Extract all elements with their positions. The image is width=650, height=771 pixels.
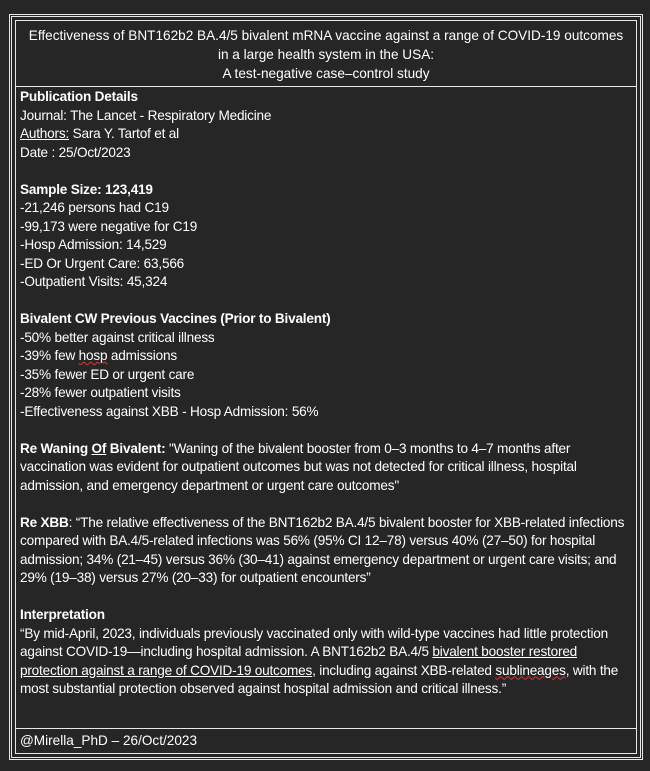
label: Re Waning <box>20 440 92 456</box>
title-line: A test-negative case–control study <box>222 66 430 81</box>
document-frame <box>9 14 643 760</box>
authors <box>20 125 630 144</box>
text: , with the most substantial protection observed against hospital admission and critical illness.” <box>20 662 619 696</box>
spellcheck-word: hosp <box>78 348 108 363</box>
quote: "Waning of the bivalent booster from 0–3 months to 4–7 months after vaccination was evident for outpatient outcomes but was not detected for critical illness, hospital admission, and emergency department or urgent care outcomes" <box>20 440 577 493</box>
sample-heading: Sample Size: 123,419 <box>20 181 153 197</box>
sample-item: -Outpatient Visits: 45,324 <box>20 274 168 289</box>
interpretation-paragraph <box>20 625 630 699</box>
sample-item: -ED Or Urgent Care: 63,566 <box>20 255 185 271</box>
journal: Journal: The Lancet - Respiratory Medicine <box>20 107 272 123</box>
text: -39% few <box>20 348 79 363</box>
spellcheck-word: sublineages <box>495 662 566 678</box>
sample-item: -21,246 persons had C19 <box>20 200 169 215</box>
sample-item: -99,173 were negative for C19 <box>20 218 198 234</box>
bivalent-item: -35% fewer ED or urgent care <box>20 366 195 382</box>
label: Of <box>91 440 107 456</box>
authors-value: Sara Y. Tartof et al <box>69 126 179 141</box>
sample-item: -Hosp Admission: 14,529 <box>20 237 167 252</box>
text: , including against XBB-related <box>312 662 496 678</box>
bivalent-heading: Bivalent CW Previous Vaccines (Prior to Bivalent) <box>20 311 331 326</box>
waning-paragraph <box>20 440 630 496</box>
bivalent-item: -50% better against critical illness <box>20 329 215 345</box>
underlined-text: bivalent booster restored protection against a range of COVID-19 outcomes <box>20 644 578 678</box>
footer-credit: @Mirella_PhD – 26/Oct/2023 <box>16 728 636 753</box>
title-line: in a large health system in the USA: <box>217 47 435 62</box>
interpretation-heading: Interpretation <box>20 607 105 622</box>
text: “By mid-April, 2023, individuals previously vaccinated only with wild-type vaccines had little protection against COVID-19—including hospital admission. A BNT162b2 BA.4/5 <box>20 625 608 659</box>
bivalent-item: -Effectiveness against XBB - Hosp Admission: 56% <box>20 403 319 419</box>
label: Bivalent: <box>106 440 166 456</box>
text: admissions <box>107 348 177 363</box>
bivalent-item <box>20 347 630 366</box>
label: Re XBB <box>20 514 69 530</box>
quote: : “The relative effectiveness of the BNT162b2 BA.4/5 bivalent booster for XBB-related infections compared with BA.4/5-related infections was 56% (95% CI 12–78) versus 40% (27–50) for hospital admission; 34% (21–45) versus 36% (30–41) against emergency department or urgent care visits; and 29% (19–38) versus 27% (20–33) for outpatient encounters” <box>20 514 625 585</box>
title-line: Effectiveness of BNT162b2 BA.4/5 bivalent mRNA vaccine against a range of COVID-19 outcomes <box>28 28 624 43</box>
authors-label: Authors: <box>20 126 70 141</box>
document-body <box>16 87 636 728</box>
date: Date : 25/Oct/2023 <box>20 144 131 160</box>
bivalent-item: -28% fewer outpatient visits <box>20 385 181 400</box>
publication-heading: Publication Details <box>20 89 138 104</box>
document-title <box>16 21 636 87</box>
xbb-paragraph <box>20 514 630 588</box>
